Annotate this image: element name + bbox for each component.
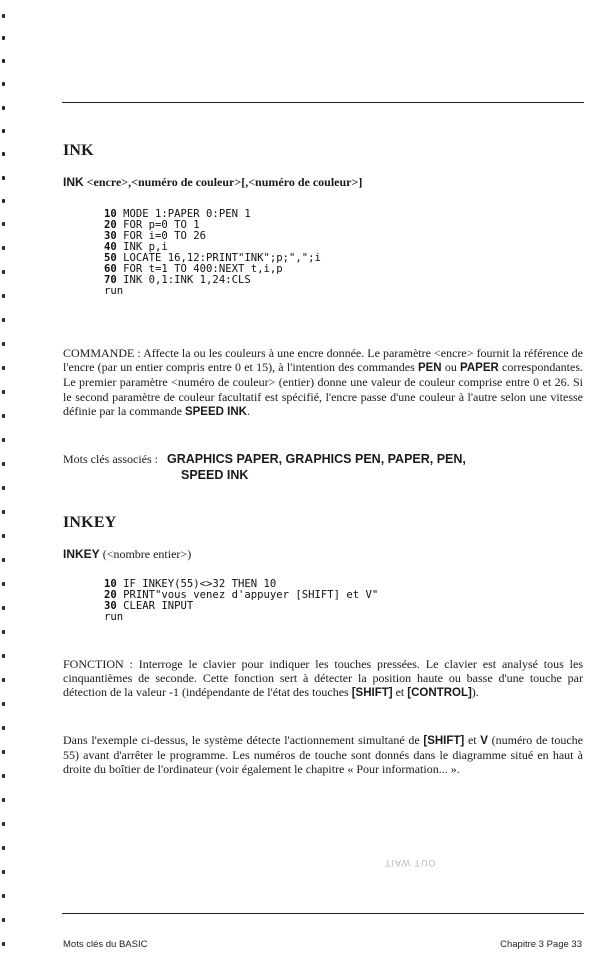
ink-description	[63, 346, 583, 419]
binding-hole	[2, 678, 5, 682]
inkey-code-listing	[104, 579, 378, 623]
inkey-p2-text: (numéro de touche 55) avant d'arrêter le programme. Les numéros de touche sont donnés dans le diagramme situé en haut à droite du boîtier de l'ordinateur (voir également le chapitre « Pour information... ».	[63, 733, 583, 777]
binding-hole	[2, 222, 5, 226]
inkey-syntax	[63, 547, 191, 562]
binding-hole	[2, 630, 5, 634]
ink-desc-text: correspondantes. Le premier paramètre <numéro de couleur> (entier) donne une valeur de couleur comprise entre 0 et 26. Si le second paramètre de couleur facultatif est spécifié, l'encre passe d'une couleur à l'autre selon une vitesse définie par la commande	[63, 360, 583, 418]
binding-hole	[2, 59, 5, 63]
related-items-line2: SPEED INK	[181, 468, 249, 482]
inkey-description	[63, 657, 583, 701]
binding-hole	[2, 846, 5, 850]
ink-syntax-args: <encre>,<numéro de couleur>[,<numéro de couleur>]	[86, 175, 363, 189]
binding-hole	[2, 702, 5, 706]
binding-hole	[2, 176, 5, 180]
inkey-desc-control-key: [CONTROL]	[407, 687, 472, 700]
binding-hole	[2, 390, 5, 394]
inkey-syntax-keyword: INKEY	[63, 547, 100, 561]
inkey-line-number: 20	[104, 589, 117, 601]
show-through-text: TIAW TUO	[385, 858, 437, 868]
binding-hole	[2, 152, 5, 156]
binding-hole	[2, 558, 5, 562]
footer-rule	[62, 913, 584, 914]
binding-hole	[2, 246, 5, 250]
binding-hole	[2, 342, 5, 346]
inkey-line-text: run	[104, 611, 124, 623]
inkey-example-explanation	[63, 733, 583, 777]
binding-hole	[2, 82, 5, 86]
binding-hole	[2, 414, 5, 418]
binding-hole	[2, 36, 5, 40]
binding-hole	[2, 14, 5, 18]
binding-hole	[2, 774, 5, 778]
ink-line-number: 20	[104, 219, 117, 231]
ink-desc-text: .	[246, 403, 250, 418]
binding-hole	[2, 534, 5, 538]
ink-line-text: run	[104, 285, 124, 297]
binding-hole	[2, 918, 5, 922]
ink-line-text: INK p,i	[116, 241, 168, 253]
inkey-p2-v-key: V	[480, 735, 488, 747]
footer-book-section: Mots clés du BASIC	[63, 939, 148, 950]
ink-desc-paper-keyword: PAPER	[460, 362, 499, 375]
ink-line-number: 60	[104, 263, 117, 275]
ink-desc-pen-keyword: PEN	[417, 362, 442, 375]
inkey-p2-text: Dans l'exemple ci-dessus, le système détecte l'actionnement simultané de	[63, 733, 424, 747]
binding-hole	[2, 894, 5, 898]
inkey-p2-text: et	[464, 733, 481, 747]
binding-hole	[2, 462, 5, 466]
ink-line-number: 10	[104, 208, 117, 220]
ink-desc-text: COMMANDE : Affecte la ou les couleurs à une encre donnée. Le paramètre <encre> fournit la référence de l'encre (par un entier compris entre 0 et 15), à l'intention des commandes	[63, 346, 583, 375]
inkey-line-text: IF INKEY(55)<>32 THEN 10	[116, 578, 277, 590]
ink-line-text: MODE 1:PAPER 0:PEN 1	[116, 208, 251, 220]
ink-line-number: 40	[104, 241, 117, 253]
binding-edge	[0, 0, 10, 967]
binding-hole	[2, 750, 5, 754]
inkey-syntax-args: (<nombre entier>)	[102, 547, 192, 561]
binding-hole	[2, 582, 5, 586]
binding-hole	[2, 798, 5, 802]
related-label: Mots clés associés :	[63, 452, 158, 466]
ink-code-line	[104, 286, 321, 297]
inkey-desc-text: FONCTION : Interroge le clavier pour indiquer les touches pressées. Le clavier est analysé tous les cinquantièmes de seconde. Cette fonction sert à détecter la position haute ou basse d'une touche par détection de la valeur -1 (indépendante de l'état des touches	[63, 657, 583, 700]
inkey-line-number: 10	[104, 578, 117, 590]
binding-hole	[2, 270, 5, 274]
binding-hole	[2, 606, 5, 610]
footer-page-number: Chapitre 3 Page 33	[500, 939, 582, 950]
ink-line-number: 70	[104, 274, 117, 286]
binding-hole	[2, 654, 5, 658]
ink-line-number: 30	[104, 230, 117, 242]
ink-related-keywords	[63, 452, 466, 467]
ink-syntax	[63, 175, 362, 190]
inkey-desc-text: ).	[471, 685, 479, 700]
header-rule	[62, 102, 584, 103]
binding-hole	[2, 726, 5, 730]
binding-hole	[2, 870, 5, 874]
binding-hole	[2, 199, 5, 203]
binding-hole	[2, 822, 5, 826]
binding-hole	[2, 942, 5, 946]
ink-code-listing	[104, 209, 321, 297]
inkey-desc-text: et	[392, 685, 408, 700]
ink-section-title: INK	[63, 142, 94, 159]
inkey-line-text: CLEAR INPUT	[116, 600, 194, 612]
ink-code-line	[104, 275, 321, 286]
binding-hole	[2, 486, 5, 490]
ink-desc-speedink-keyword: SPEED INK	[184, 405, 247, 418]
ink-line-text: FOR t=1 TO 400:NEXT t,i,p	[116, 263, 283, 275]
binding-hole	[2, 318, 5, 322]
ink-related-keywords-cont	[181, 468, 248, 483]
inkey-desc-shift-key: [SHIFT]	[351, 687, 393, 700]
ink-syntax-keyword: INK	[63, 175, 84, 189]
ink-line-number: 50	[104, 252, 117, 264]
binding-hole	[2, 366, 5, 370]
ink-line-text: FOR i=0 TO 26	[116, 230, 207, 242]
binding-hole	[2, 294, 5, 298]
inkey-line-number: 30	[104, 600, 117, 612]
binding-hole	[2, 106, 5, 110]
inkey-code-line	[104, 601, 378, 612]
related-items-line1: GRAPHICS PAPER, GRAPHICS PEN, PAPER, PEN,	[167, 452, 466, 466]
ink-desc-text: ou	[441, 360, 461, 375]
inkey-line-text: PRINT"vous venez d'appuyer [SHIFT] et V"	[116, 589, 379, 601]
inkey-section-title: INKEY	[63, 514, 117, 531]
binding-hole	[2, 510, 5, 514]
inkey-code-line	[104, 612, 378, 623]
inkey-p2-shift-key: [SHIFT]	[423, 735, 465, 747]
binding-hole	[2, 129, 5, 133]
ink-line-text: LOCATE 16,12:PRINT"INK";p;",";i	[116, 252, 321, 264]
ink-line-text: INK 0,1:INK 1,24:CLS	[116, 274, 251, 286]
binding-hole	[2, 438, 5, 442]
ink-line-text: FOR p=0 TO 1	[116, 219, 200, 231]
